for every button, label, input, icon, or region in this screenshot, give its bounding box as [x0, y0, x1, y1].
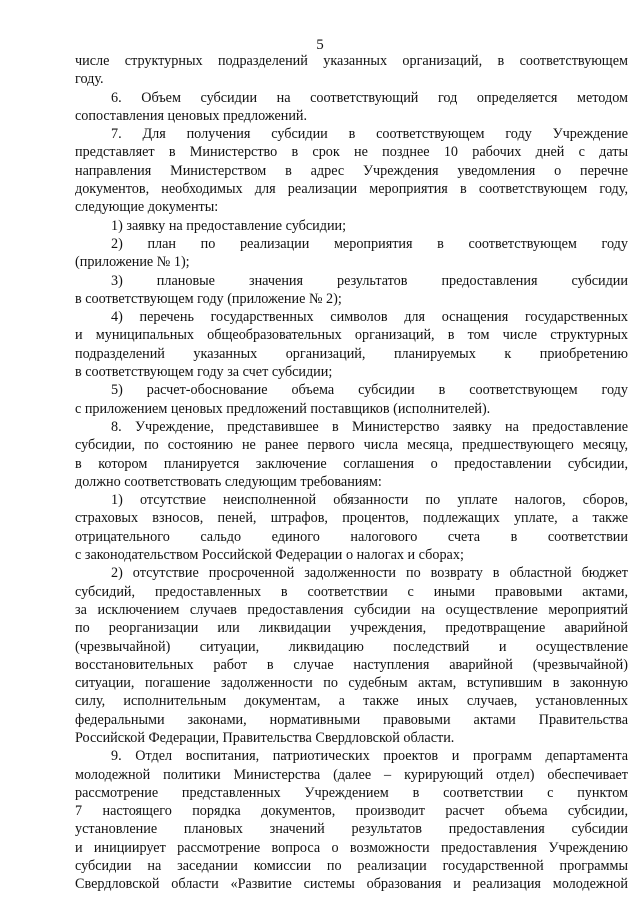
text-line: Свердловской области «Развитие системы образования и реализация молодежной	[75, 876, 628, 893]
text-line: сопоставления ценовых предложений.	[75, 107, 308, 124]
text-line: молодежной политики Министерства (далее – курирующий отдел) обеспечивает	[75, 766, 628, 783]
text-line: силу, исполнительным документам, а также иных случаев, установленных	[75, 693, 628, 710]
text-line: субсидии, по состоянию не ранее первого числа месяца, предшествующего месяцу,	[75, 437, 628, 454]
text-line: восстановительных работ в случае наступления аварийной (чрезвычайной)	[75, 656, 628, 673]
text-line: Российской Федерации, Правительства Свердловской области.	[75, 729, 455, 746]
text-line: 2) план по реализации мероприятия в соответствующем году	[111, 235, 628, 252]
text-line: и инициирует рассмотрение вопроса о возможности предоставления Учреждению	[75, 839, 628, 856]
text-line: подразделений указанных организаций, планируемых к приобретению	[75, 345, 628, 362]
text-line: документов, необходимых для реализации мероприятия в соответствующем году,	[75, 181, 628, 198]
text-line: 6. Объем субсидии на соответствующий год определяется методом	[111, 89, 628, 106]
text-line: 9. Отдел воспитания, патриотических проектов и программ департамента	[111, 748, 628, 765]
text-line: в соответствующем году (приложение № 2);	[75, 290, 342, 307]
text-line: ситуации, погашение задолженности по судебным актам, вступившим в законную	[75, 675, 628, 692]
text-line: 5) расчет-обоснование объема субсидии в соответствующем году	[111, 382, 628, 399]
text-line: субсидии на заседании комиссии по реализации государственной программы	[75, 858, 628, 875]
text-line: 2) отсутствие просроченной задолженности по возврату в областной бюджет	[111, 565, 628, 582]
text-line: направления Министерством в адрес Учреждения уведомления о перечне	[75, 162, 628, 179]
text-line: представляет в Министерство в срок не позднее 10 рабочих дней с даты	[75, 144, 628, 161]
text-line: в соответствующем году за счет субсидии;	[75, 364, 333, 381]
text-line: числе структурных подразделений указанных организаций, в соответствующем	[75, 53, 628, 69]
document-body	[75, 52, 628, 894]
text-line: за исключением случаев предоставления субсидии на осуществление мероприятий	[75, 601, 628, 618]
text-line: следующие документы:	[75, 199, 219, 216]
text-line: 7 настоящего порядка документов, производит расчет объема субсидии,	[75, 803, 628, 820]
text-line: (приложение № 1);	[75, 254, 190, 271]
text-line: 4) перечень государственных символов для оснащения государственных	[111, 309, 628, 326]
text-line: году.	[75, 71, 104, 88]
text-line: субсидий, предоставленных в соответствии с иными правовыми актами,	[75, 583, 628, 600]
text-line: федеральными законами, нормативными правовыми актами Правительства	[75, 711, 628, 728]
text-line: отрицательного сальдо единого налогового счета в соответствии	[75, 528, 628, 545]
text-line: 8. Учреждение, представившее в Министерство заявку на предоставление	[111, 418, 628, 435]
text-line: с приложением ценовых предложений поставщиков (исполнителей).	[75, 400, 491, 417]
text-line: 3) плановые значения результатов предоставления субсидии	[111, 272, 628, 289]
text-line: страховых взносов, пеней, штрафов, процентов, подлежащих уплате, а также	[75, 510, 628, 527]
text-line: и муниципальных общеобразовательных организаций, в том числе структурных	[75, 327, 628, 344]
text-line: установление плановых значений результатов предоставления субсидии	[75, 821, 628, 838]
text-line: 1) заявку на предоставление субсидии;	[111, 217, 347, 234]
text-line: 7. Для получения субсидии в соответствующем году Учреждение	[111, 126, 628, 143]
text-line: в котором планируется заключение соглашения о предоставлении субсидии,	[75, 455, 628, 472]
text-line: по реорганизации или ликвидации учреждения, предотвращение аварийной	[75, 620, 628, 637]
text-line: 1) отсутствие неисполненной обязанности по уплате налогов, сборов,	[111, 492, 628, 509]
text-line: рассмотрение представленных Учреждением в соответствии с пунктом	[75, 784, 628, 801]
text-line: (чрезвычайной) ситуации, ликвидацию последствий и осуществление	[75, 638, 628, 655]
page-number: 5	[316, 37, 324, 53]
text-line: с законодательством Российской Федерации о налогах и сборах;	[75, 547, 464, 564]
text-line: должно соответствовать следующим требованиям:	[75, 473, 382, 490]
